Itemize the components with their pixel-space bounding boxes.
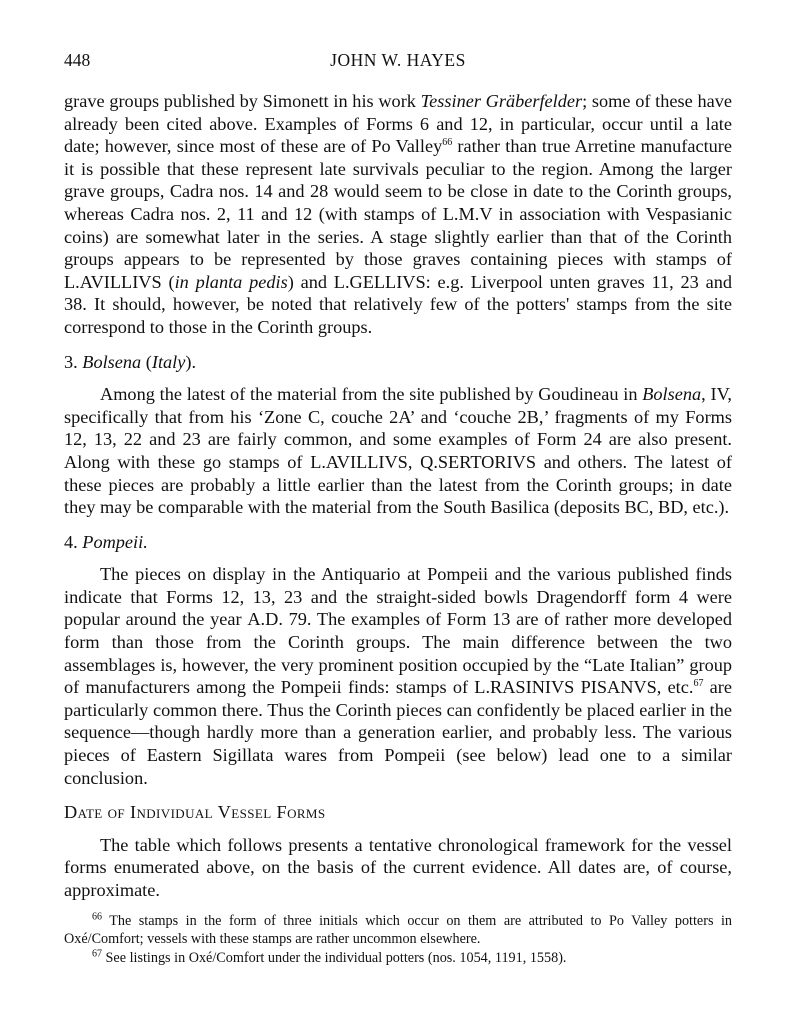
text-run: rather than true Arretine manufacture it is possible that these represent late survivals peculiar to the region. Among the larger grave groups, Cadra nos. 14 and 28 would seem to be close in date to the Corinth groups, whereas Cadra nos. 2, 11 and 12 (with stamps of L.M.V in association with Vespasianic coins) are somewhat later in the series. A stage slightly earlier than that of the Corinth groups appears to be represented by those graves containing pieces with stamps of L.AVILLIVS ( — [64, 136, 732, 292]
running-head: JOHN W. HAYES — [330, 50, 466, 70]
text-run: ; some of these have already been cited above. Examples of Forms 6 and 12, in particular, occur until a late date; however, since most of these are of Po Valley — [64, 91, 732, 157]
section-4-paragraph — [64, 563, 732, 789]
footnote-67 — [64, 949, 732, 968]
era-abbreviation: A.D. — [247, 609, 283, 630]
footnote-text: See listings in Oxé/Comfort under the individual potters (nos. 1054, 1191, 1558). — [105, 949, 567, 966]
italic-phrase: in planta pedis — [174, 271, 288, 292]
footnote-ref-66: 66 — [442, 137, 453, 149]
work-title: Bolsena — [642, 384, 702, 405]
section-3-paragraph — [64, 383, 732, 519]
text-run: grave groups published by Simonett in his work — [64, 91, 421, 111]
section-title-text: Bolsena — [82, 351, 142, 372]
closing-paragraph: The table which follows presents a tentative chronological framework for the vessel forms enumerated above, on the basis of the current evidence. All dates are, of course, approximate. — [64, 834, 732, 900]
text-run: ) and L.GELLIVS: e.g. Liverpool unten graves 11, 23 and 38. It should, however, be noted that relatively few of the potters' stamps from the site correspond to those in the Corinth groups. — [64, 271, 733, 337]
page — [64, 50, 732, 967]
text-run: are particularly common there. Thus the Corinth pieces can confidently be placed earlier in the sequence—though hardly more than a generation earlier, and probably less. The various pieces of Eastern Sigillata wares from Pompeii (see below) lead one to a similar conclusion. — [64, 677, 732, 788]
page-number: 448 — [64, 50, 91, 70]
section-number: 3. — [64, 351, 83, 372]
intro-paragraph — [64, 90, 732, 339]
article-body — [64, 90, 732, 967]
section-4-title — [64, 531, 732, 554]
text-run: ( — [141, 351, 152, 372]
section-heading: Date of Individual Vessel Forms — [64, 802, 326, 823]
text-run: , IV, specifically that from his ‘Zone C, couche 2A’ and ‘couche 2B,’ fragments of my Forms 12, 13, 22 and 23 are fairly common, and some examples of Form 24 are also present. Along with these go stamps of L.AVILLIVS, Q.SERTORIVS and others. The latest of these pieces are probably a little earlier than the latest from the Corinth groups; in date they may be comparable with the material from the South Basilica (deposits BC, BD, etc.). — [64, 384, 732, 518]
footnote-number: 67 — [92, 947, 102, 959]
footnotes — [64, 912, 732, 968]
footnote-text: The stamps in the form of three initials which occur on them are attributed to Po Valley potters in Oxé/Comfort; vessels with these stamps are rather uncommon elsewhere. — [64, 912, 732, 948]
footnote-ref-67: 67 — [693, 678, 704, 690]
page-header — [64, 50, 732, 76]
section-3-title — [64, 351, 732, 374]
text-run: Among the latest of the material from the site published by Goudineau in — [100, 384, 643, 405]
text-run: 79. The examples of Form 13 are of rather more developed form than those from the Corinth groups. The main difference between the two assemblages is, however, the very prominent position occupied by the “Late Italian” group of manufacturers among the Pompeii finds: stamps of L.RASINIVS PISANVS, etc. — [64, 609, 732, 698]
footnote-66 — [64, 912, 732, 949]
section-title-text: Pompeii. — [82, 531, 148, 552]
footnote-number: 66 — [92, 910, 102, 922]
section-number: 4. — [64, 531, 83, 552]
section-title-text: Italy — [151, 351, 186, 372]
work-title: Tessiner Gräberfelder — [420, 91, 583, 111]
text-run: ). — [185, 351, 197, 372]
text-run: The pieces on display in the Antiquario at Pompeii and the various published finds indicate that Forms 12, 13, 23 and the straight-sided bowls Dragendorff form 4 were popular around the year — [64, 564, 732, 630]
